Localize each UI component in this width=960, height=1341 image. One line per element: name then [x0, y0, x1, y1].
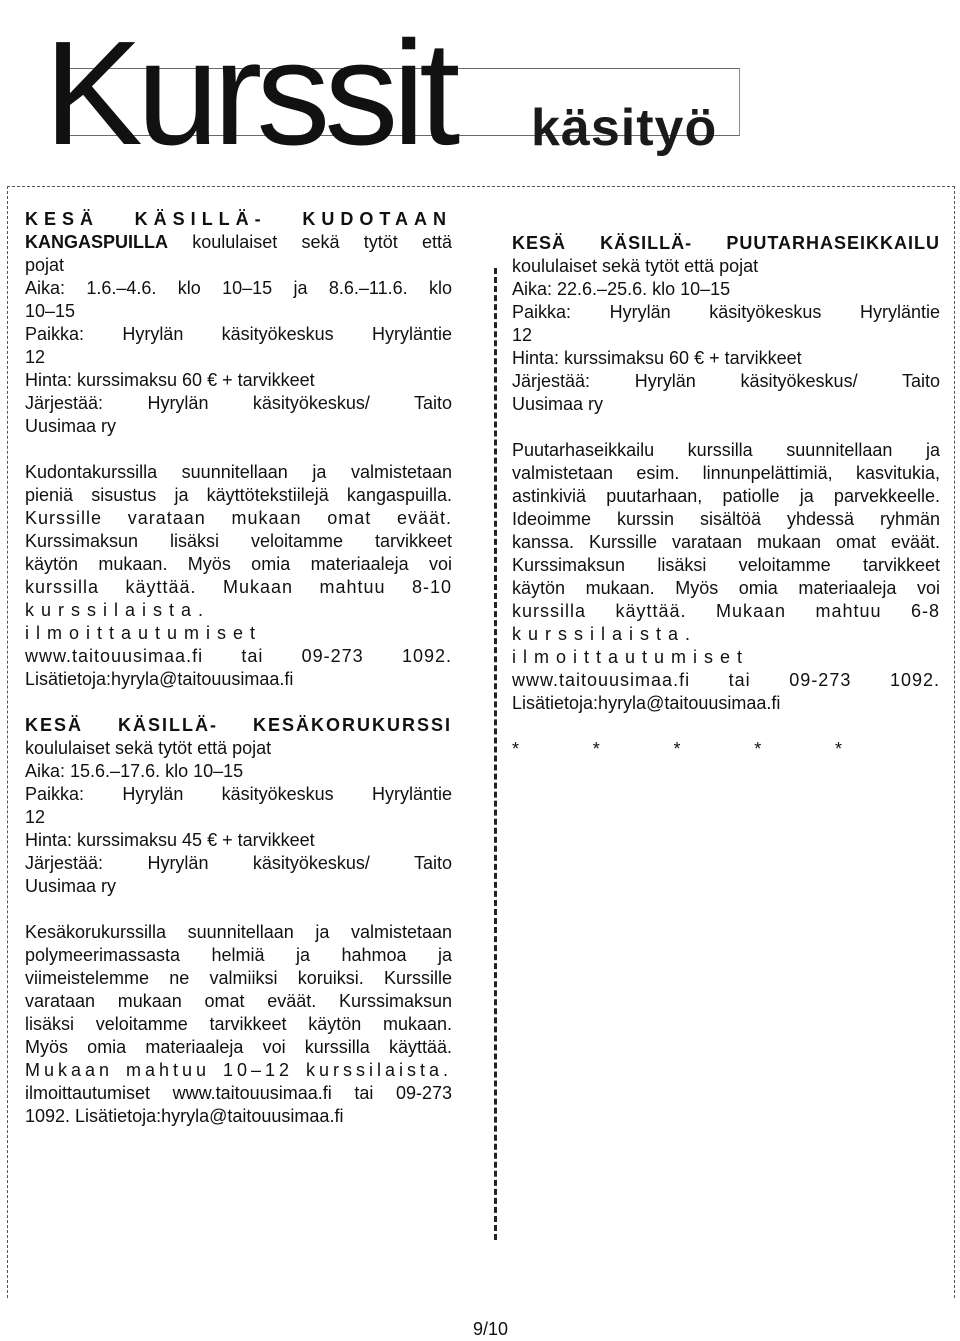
- course-time: Aika: 1.6.–4.6. klo 10–15 ja 8.6.–11.6. klo: [25, 278, 452, 298]
- course-place: Paikka: Hyrylän käsityökeskus Hyryläntie: [512, 302, 940, 322]
- course-price: Hinta: kurssimaksu 60 € + tarvikkeet: [25, 370, 315, 390]
- course-place-cont: 12: [25, 807, 46, 827]
- description-line: Kesäkorukurssilla suunnitellaan ja valmistetaan: [25, 922, 452, 942]
- course-organizer-cont: Uusimaa ry: [512, 394, 604, 414]
- course-heading-cont: KANGASPUILLA: [25, 232, 168, 252]
- course-audience-cont: pojat: [25, 255, 65, 275]
- course-puutarha: [512, 232, 940, 761]
- description-line: viimeistelemme ne valmiiksi koruiksi. Kurssille: [25, 968, 452, 988]
- course-description: [512, 439, 940, 715]
- course-organizer: Järjestää: Hyrylän käsityökeskus/ Taito: [25, 393, 452, 413]
- description-line: varataan mukaan omat eväät. Kurssimaksun: [25, 991, 452, 1011]
- description-line: www.taitouusimaa.fi tai 09-273 1092.: [512, 670, 940, 690]
- description-line: valmistetaan esim. linnunpelättimiä, kasvitukia,: [512, 463, 940, 483]
- course-description: [25, 461, 452, 691]
- course-kudotaan: [25, 208, 452, 691]
- description-line: Kurssimaksun lisäksi veloitamme tarvikkeet: [25, 531, 452, 551]
- course-audience: koululaiset sekä tytöt että: [168, 232, 452, 252]
- page-number: 9/10: [473, 1319, 509, 1339]
- page-subtitle: käsityö: [531, 99, 718, 157]
- course-organizer: Järjestää: Hyrylän käsityökeskus/ Taito: [512, 371, 940, 391]
- description-line: 1092. Lisätietoja:hyryla@taitouusimaa.fi: [25, 1106, 344, 1126]
- star: *: [673, 739, 681, 759]
- description-line: www.taitouusimaa.fi tai 09-273 1092.: [25, 646, 452, 666]
- description-line: pieniä sisustus ja käyttötekstiilejä kangaspuilla.: [25, 485, 452, 505]
- description-line: Puutarhaseikkailu kurssilla suunnitellaan ja: [512, 440, 940, 460]
- page-title: Kurssit: [44, 11, 455, 176]
- star: *: [592, 739, 600, 759]
- course-place-cont: 12: [25, 347, 46, 367]
- course-description: [25, 921, 452, 1128]
- right-column: [512, 232, 940, 761]
- course-place-cont: 12: [512, 325, 533, 345]
- course-organizer-cont: Uusimaa ry: [25, 416, 117, 436]
- course-organizer-cont: Uusimaa ry: [25, 876, 117, 896]
- description-line: astinkiviä puutarhaan, patiolle ja parvekkeelle.: [512, 486, 940, 506]
- description-line: lisäksi veloitamme tarvikkeet käytön mukaan.: [25, 1014, 452, 1034]
- description-line: käytön mukaan. Myös omia materiaaleja voi: [25, 554, 452, 574]
- course-audience-line: [25, 231, 452, 254]
- course-price: Hinta: kurssimaksu 45 € + tarvikkeet: [25, 830, 315, 850]
- star: *: [834, 739, 842, 759]
- course-audience: koululaiset sekä tytöt että pojat: [512, 256, 759, 276]
- separator-stars: [512, 738, 842, 761]
- description-line: polymeerimassasta helmiä ja hahmoa ja: [25, 945, 452, 965]
- course-price: Hinta: kurssimaksu 60 € + tarvikkeet: [512, 348, 802, 368]
- description-line: kanssa. Kurssille varataan mukaan omat eväät.: [512, 532, 940, 552]
- description-line: ilmoittautumiset www.taitouusimaa.fi tai 09-273: [25, 1083, 452, 1103]
- description-line: Myös omia materiaaleja voi kurssilla käyttää.: [25, 1037, 452, 1057]
- course-place: Paikka: Hyrylän käsityökeskus Hyryläntie: [25, 784, 452, 804]
- course-heading: KESÄ KÄSILLÄ- KESÄKORUKURSSI: [25, 715, 452, 735]
- description-line: Lisätietoja:hyryla@taitouusimaa.fi: [25, 669, 294, 689]
- description-line: Lisätietoja:hyryla@taitouusimaa.fi: [512, 693, 781, 713]
- course-heading: KESÄ KÄSILLÄ- PUUTARHASEIKKAILU: [512, 233, 940, 253]
- star: *: [512, 739, 520, 759]
- description-line: Mukaan mahtuu 10–12 kurssilaista.: [25, 1060, 452, 1080]
- left-column: [25, 208, 452, 1128]
- course-place: Paikka: Hyrylän käsityökeskus Hyryläntie: [25, 324, 452, 344]
- course-time: Aika: 15.6.–17.6. klo 10–15: [25, 761, 244, 781]
- course-kesakoru: [25, 714, 452, 1128]
- column-divider: [494, 268, 497, 1240]
- course-heading: KESÄ KÄSILLÄ- KUDOTAAN: [25, 209, 452, 229]
- course-time-cont: 10–15: [25, 301, 76, 321]
- star: *: [754, 739, 762, 759]
- course-time: Aika: 22.6.–25.6. klo 10–15: [512, 279, 731, 299]
- description-line: kurssilla käyttää. Mukaan mahtuu 6-8: [512, 601, 940, 621]
- course-audience: koululaiset sekä tytöt että pojat: [25, 738, 272, 758]
- description-line: kurssilaista. ilmoittautumiset: [512, 624, 750, 667]
- description-line: Kurssille varataan mukaan omat eväät.: [25, 508, 452, 528]
- description-line: käytön mukaan. Myös omia materiaaleja voi: [512, 578, 940, 598]
- description-line: kurssilaista. ilmoittautumiset: [25, 600, 263, 643]
- description-line: Kudontakurssilla suunnitellaan ja valmistetaan: [25, 462, 452, 482]
- description-line: Kurssimaksun lisäksi veloitamme tarvikkeet: [512, 555, 940, 575]
- course-organizer: Järjestää: Hyrylän käsityökeskus/ Taito: [25, 853, 452, 873]
- description-line: Ideoimme kurssin sisältöä yhdessä ryhmän: [512, 509, 940, 529]
- description-line: kurssilla käyttää. Mukaan mahtuu 8-10: [25, 577, 452, 597]
